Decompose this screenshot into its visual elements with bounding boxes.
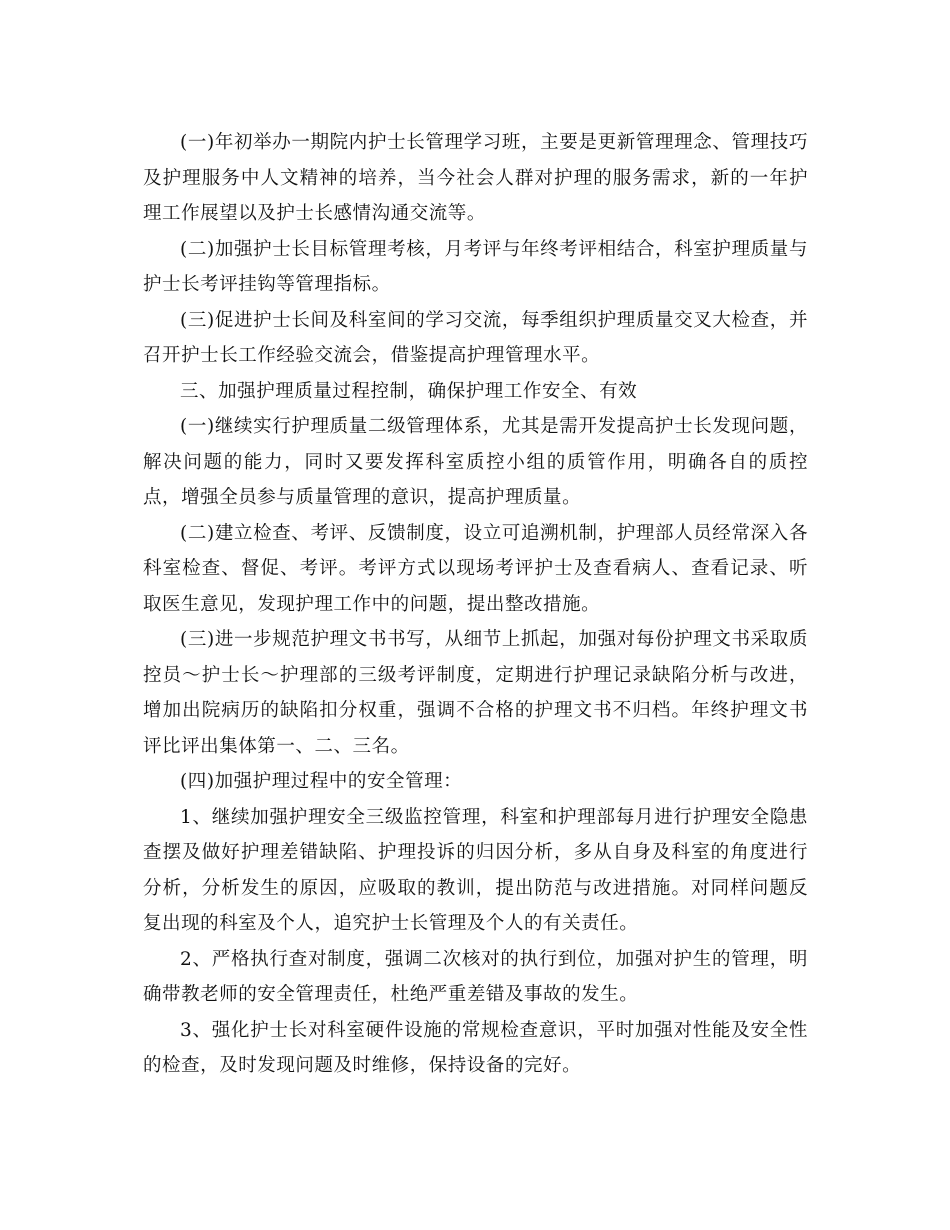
paragraph-training-class: (一)年初举办一期院内护士长管理学习班，主要是更新管理理念、管理技巧及护理服务中人文精神的培养，当今社会人群对护理的服务需求，新的一年护理工作展望以及护士长感情沟通交流等。 [143, 132, 808, 224]
list-item-equipment-check: 3、强化护士长对科室硬件设施的常规检查意识，平时加强对性能及安全性的检查，及时发现问题及时维修，保持设备的完好。 [143, 1019, 808, 1076]
section-heading-quality-control: 三、加强护理质量过程控制，确保护理工作安全、有效 [180, 380, 638, 402]
list-item-verification: 2、严格执行查对制度，强调二次核对的执行到位，加强对护生的管理，明确带教老师的安全管理责任，杜绝严重差错及事故的发生。 [143, 948, 808, 1005]
paragraph-nursing-documents: (三)进一步规范护理文书书写，从细节上抓起，加强对每份护理文书采取质控员～护士长～护理部的三级考评制度，定期进行护理记录缺陷分析与改进，增加出院病历的缺陷扣分权重，强调不合格的护理文书不归档。年终护理文书评比评出集体第一、二、三名。 [143, 629, 808, 757]
subheading-safety-management: (四)加强护理过程中的安全管理： [180, 771, 463, 792]
paragraph-target-assessment: (二)加强护士长目标管理考核，月考评与年终考评相结合，科室护理质量与护士长考评挂钩等管理指标。 [143, 238, 808, 295]
paragraph-two-level-system: (一)继续实行护理质量二级管理体系，尤其是需开发提高护士长发现问题，解决问题的能力，同时又要发挥科室质控小组的质管作用，明确各自的质控点，增强全员参与质量管理的意识，提高护理质量。 [143, 416, 808, 508]
document-body [143, 125, 808, 1084]
list-item-safety-monitoring: 1、继续加强护理安全三级监控管理，科室和护理部每月进行护理安全隐患查摆及做好护理差错缺陷、护理投诉的归因分析，多从自身及科室的角度进行分析，分析发生的原因，应吸取的教训，提出防范与改进措施。对同样问题反复出现的科室及个人，追究护士长管理及个人的有关责任。 [143, 806, 808, 934]
paragraph-inspection-feedback: (二)建立检查、考评、反馈制度，设立可追溯机制，护理部人员经常深入各科室检查、督促、考评。考评方式以现场考评护士及查看病人、查看记录、听取医生意见，发现护理工作中的问题，提出整改措施。 [143, 522, 808, 615]
paragraph-exchange: (三)促进护士长间及科室间的学习交流，每季组织护理质量交叉大检查，并召开护士长工作经验交流会，借鉴提高护理管理水平。 [143, 309, 808, 366]
